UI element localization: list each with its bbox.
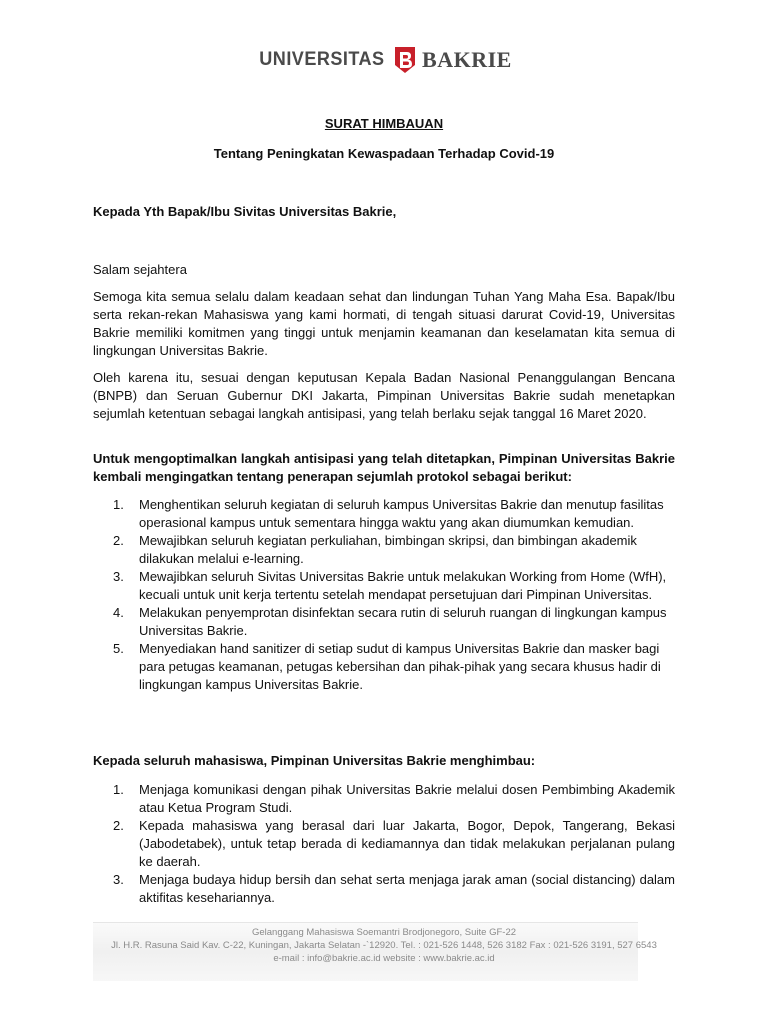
addressee: Kepada Yth Bapak/Ibu Sivitas Universitas Bakrie,: [93, 204, 397, 219]
logo-text-bakrie: BAKRIE: [422, 47, 512, 72]
list-item-text: Menjaga komunikasi dengan pihak Universitas Bakrie melalui dosen Pembimbing Akademik atau Ketua Program Studi.: [139, 782, 675, 815]
list-number: 4.: [113, 605, 124, 620]
university-logo: [0, 46, 768, 74]
footer-line-building: Gelanggang Mahasiswa Soemantri Brodjonegoro, Suite GF-22: [251, 927, 517, 938]
student-list: [93, 781, 675, 907]
list-item-text: Menjaga budaya hidup bersih dan sehat serta menjaga jarak aman (social distancing) dalam aktifitas kesehariannya.: [139, 872, 675, 905]
list-item: [93, 817, 675, 871]
list-item: [93, 640, 675, 694]
list-item-text: Menghentikan seluruh kegiatan di seluruh kampus Universitas Bakrie dan menutup fasilitas operasional kampus untuk sementara hingga waktu yang akan diumumkan kemudian.: [139, 497, 664, 530]
paragraph-protocol-intro: Untuk mengoptimalkan langkah antisipasi yang telah ditetapkan, Pimpinan Universitas Bakrie kembali mengingatkan tentang penerapan sejumlah protokol sebagai berikut:: [93, 451, 675, 484]
list-item-text: Kepada mahasiswa yang berasal dari luar Jakarta, Bogor, Depok, Tangerang, Bekasi (Jabodetabek), untuk tetap berada di kediamannya dan tidak melakukan perjalanan pulang ke daerah.: [139, 818, 675, 869]
university-emblem-icon: [394, 46, 416, 74]
footer-line-contact: e-mail : info@bakrie.ac.id website : www.bakrie.ac.id: [273, 953, 495, 964]
letter-title: SURAT HIMBAUAN: [324, 116, 444, 131]
list-item: [93, 604, 675, 640]
list-number: 5.: [113, 641, 124, 656]
letter-subtitle: Tentang Peningkatan Kewaspadaan Terhadap Covid-19: [213, 146, 555, 161]
list-number: 2.: [113, 533, 124, 548]
logo-text-universitas: UNIVERSITAS: [259, 49, 385, 70]
list-item: [93, 568, 675, 604]
list-number: 3.: [113, 569, 124, 584]
list-item-text: Menyediakan hand sanitizer di setiap sudut di kampus Universitas Bakrie dan masker bagi para petugas keamanan, petugas kebersihan dan pihak-pihak yang secara khusus hadir di lingkungan kampus Universitas Bakrie.: [139, 641, 661, 692]
list-item-text: Mewajibkan seluruh kegiatan perkuliahan, bimbingan skripsi, dan bimbingan akademik dilakukan melalui e-learning.: [139, 533, 637, 566]
list-number: 3.: [113, 872, 124, 887]
list-item: [93, 532, 675, 568]
paragraph-decision: Oleh karena itu, sesuai dengan keputusan Kepala Badan Nasional Penanggulangan Bencana (BNPB) dan Seruan Gubernur DKI Jakarta, Pimpinan Universitas Bakrie sudah menetapkan sejumlah ketentuan sebagai langkah antisipasi, yang telah berlaku sejak tanggal 16 Maret 2020.: [93, 370, 675, 421]
footer-line-address: Jl. H.R. Rasuna Said Kav. C-22, Kuningan, Jakarta Selatan -`12920. Tel. : 021-526 1448, 526 3182 Fax : 021-526 3191, 527 6543: [111, 940, 657, 951]
protocol-list: [93, 496, 675, 694]
list-item: [93, 871, 675, 907]
paragraph-student-intro: Kepada seluruh mahasiswa, Pimpinan Universitas Bakrie menghimbau:: [93, 753, 536, 768]
list-number: 2.: [113, 818, 124, 833]
list-number: 1.: [113, 497, 124, 512]
paragraph-intro: Semoga kita semua selalu dalam keadaan sehat dan lindungan Tuhan Yang Maha Esa. Bapak/Ibu serta rekan-rekan Mahasiswa yang kami hormati, di tengah situasi darurat Covid-19, Universitas Bakrie memiliki komitmen yang tinggi untuk menjamin keamanan dan keselamatan kita semua di lingkungan Universitas Bakrie.: [93, 289, 675, 358]
list-item-text: Mewajibkan seluruh Sivitas Universitas Bakrie untuk melakukan Working from Home (WfH), kecuali untuk unit kerja tertentu setelah mendapat persetujuan dari Pimpinan Universitas.: [139, 569, 667, 602]
list-item-text: Melakukan penyemprotan disinfektan secara rutin di seluruh ruangan di lingkungan kampus Universitas Bakrie.: [139, 605, 667, 638]
list-item: [93, 781, 675, 817]
footer-address: [0, 926, 768, 965]
greeting: Salam sejahtera: [93, 262, 187, 277]
list-item: [93, 496, 675, 532]
list-number: 1.: [113, 782, 124, 797]
